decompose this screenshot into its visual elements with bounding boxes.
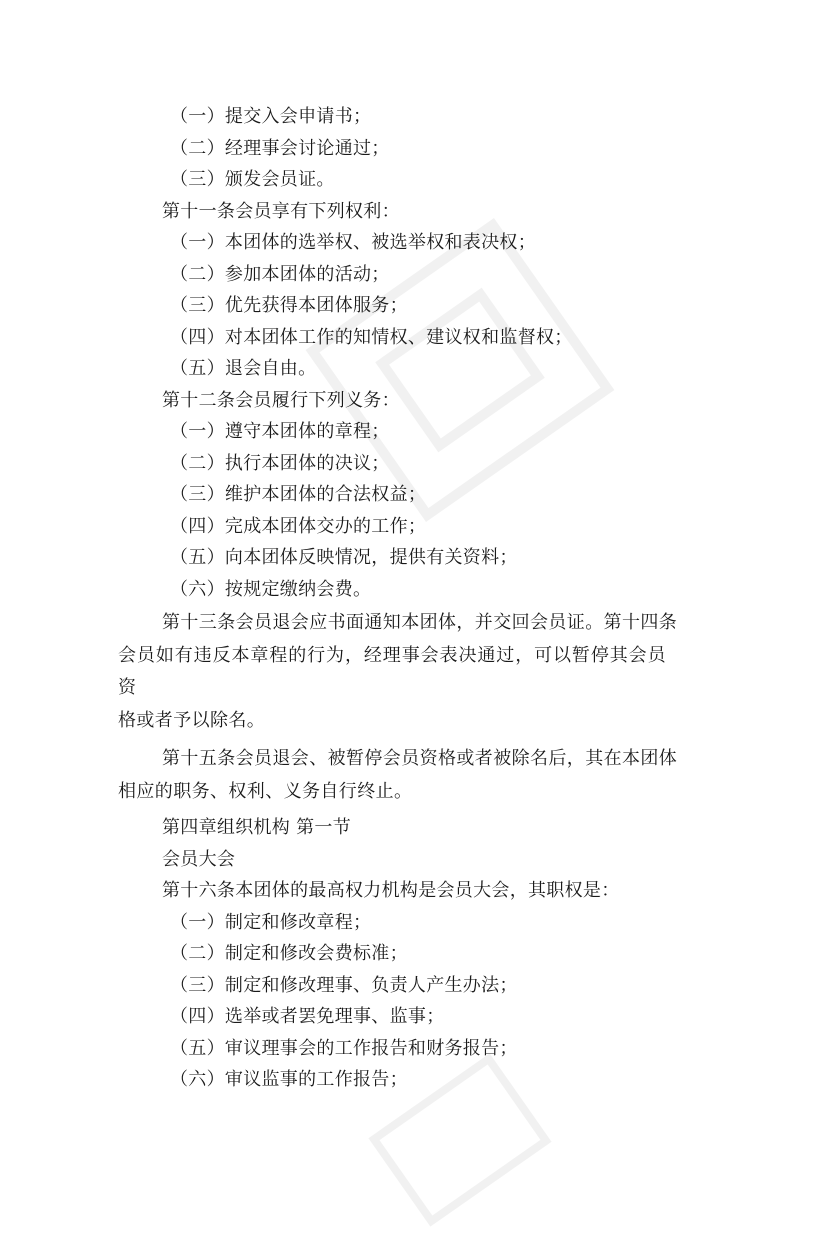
list-item: （二）经理事会讨论通过；: [170, 137, 390, 159]
article-heading: 第十一条会员享有下列权利：: [162, 200, 400, 222]
document-body: [118, 101, 710, 1096]
list-item: （二）制定和修改会费标准；: [170, 943, 408, 964]
list-item: （五）向本团体反映情况，提供有关资料；: [170, 547, 518, 568]
paragraph-line: 格或者予以除名。: [118, 709, 266, 731]
list-item: （五）退会自由。: [170, 358, 317, 379]
list-item: （一）遵守本团体的章程；: [170, 421, 390, 442]
list-item: （二）参加本团体的活动；: [170, 263, 390, 285]
list-item: （三）优先获得本团体服务；: [170, 295, 408, 316]
list-item: （一）本团体的选举权、被选举权和表决权；: [170, 232, 536, 253]
list-item: （四）选举或者罢免理事、监事；: [170, 1006, 445, 1027]
list-item: （一）制定和修改章程；: [170, 911, 372, 933]
list-item: （四）完成本团体交办的工作；: [170, 515, 427, 537]
list-item: （三）颁发会员证。: [170, 169, 335, 190]
list-item: （四）对本团体工作的知情权、建议权和监督权；: [170, 326, 573, 348]
list-item: （三）制定和修改理事、负责人产生办法；: [170, 974, 518, 996]
paragraph-article15: [118, 743, 710, 808]
paragraph-line: 相应的职务、权利、义务自行终止。: [118, 780, 413, 802]
paragraph-line: 第十五条会员退会、被暂停会员资格或者被除名后，其在本团体: [162, 748, 678, 769]
section-heading: 会员大会: [162, 848, 236, 870]
list-item: （三）维护本团体的合法权益；: [170, 484, 427, 505]
paragraph-line: 会员如有违反本章程的行为，经理事会表决通过，可以暂停其会员资: [118, 644, 666, 698]
article-heading: 第十六条本团体的最高权力机构是会员大会，其职权是：: [162, 880, 620, 901]
paragraph-article13-14: [118, 607, 710, 737]
list-item: （六）审议监事的工作报告；: [170, 1069, 408, 1090]
list-item: （五）审议理事会的工作报告和财务报告；: [170, 1037, 518, 1059]
list-item: （一）提交入会申请书；: [170, 106, 372, 127]
list-item: （六）按规定缴纳会费。: [170, 578, 372, 600]
paragraph-line: 第十三条会员退会应书面通知本团体，并交回会员证。第十四条: [162, 612, 678, 633]
chapter-heading: 第四章组织机构 第一节: [162, 817, 352, 838]
article-heading: 第十二条会员履行下列义务：: [162, 389, 400, 411]
list-item: （二）执行本团体的决议；: [170, 452, 390, 474]
